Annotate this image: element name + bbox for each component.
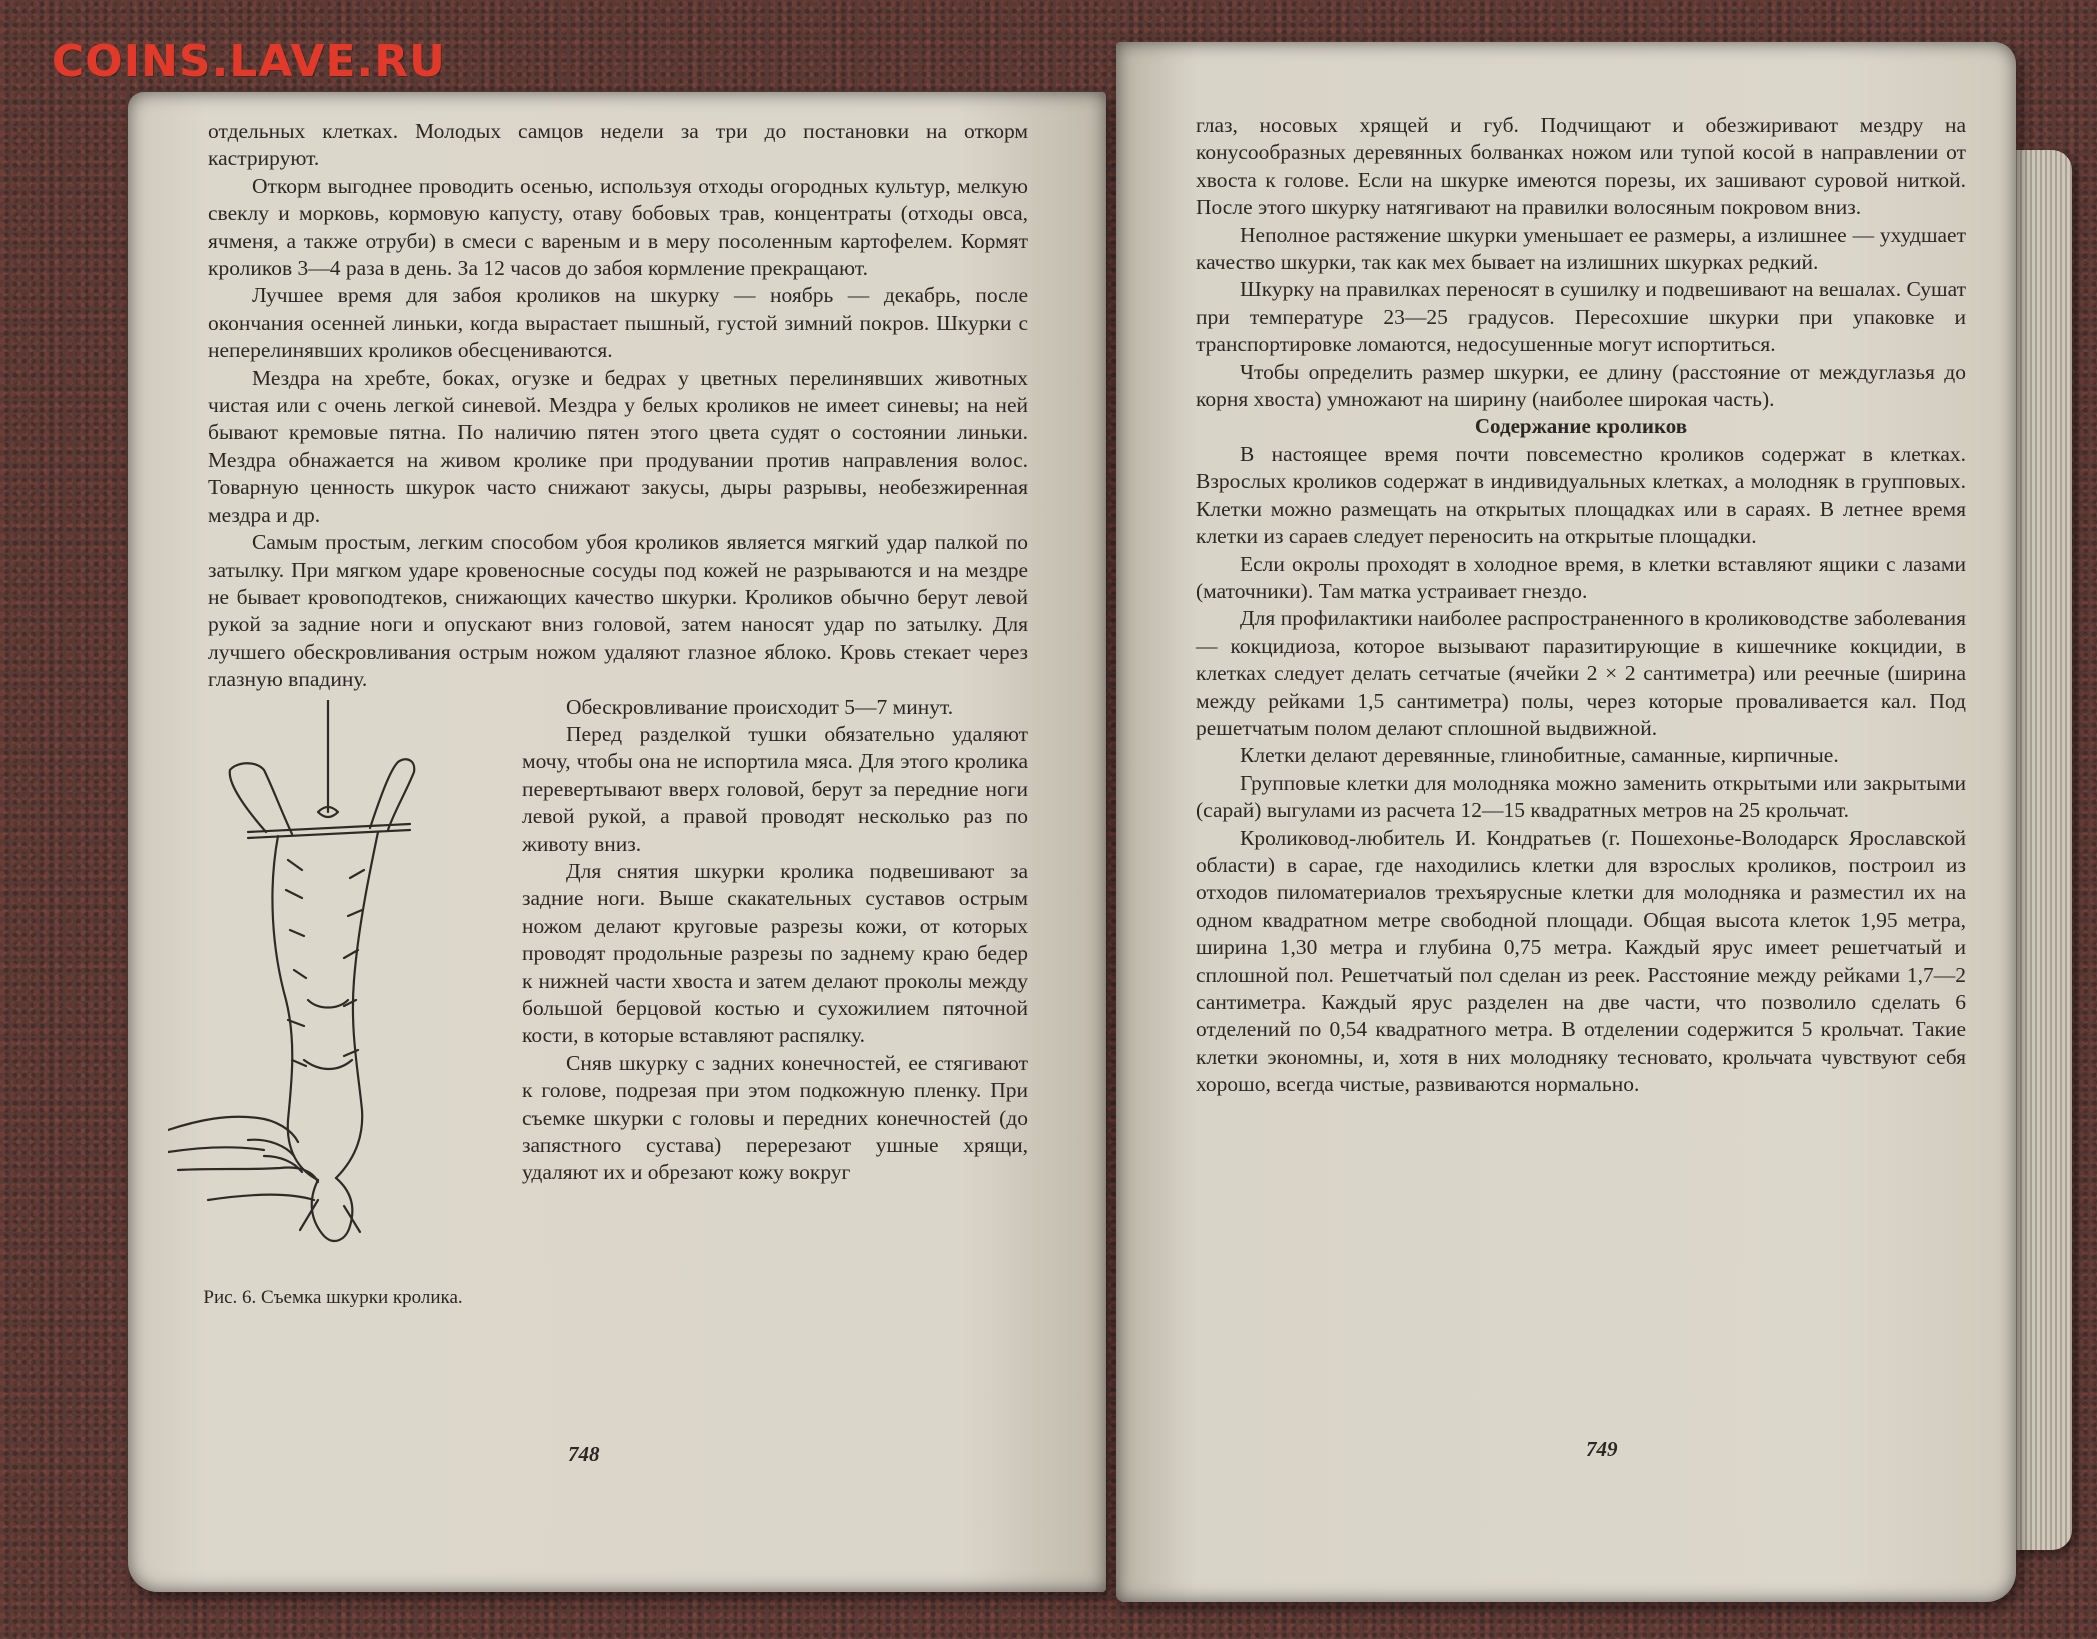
rabbit-illustration — [168, 700, 498, 1260]
left-page-text — [203, 118, 1028, 1310]
paragraph: Лучшее время для забоя кроликов на шкурку — ноябрь — декабрь, после окончания осенней линьки, когда вырастает пышный, густой зимний покров. Шкурки с неперелинявших кроликов обесцениваются. — [208, 283, 1028, 363]
paragraph: Неполное растяжение шкурки уменьшает ее размеры, а излишнее — ухудшает качество шкурки, так как мех бывает на излишних шкурках редкий. — [1196, 222, 1966, 275]
book-page-edges — [2012, 150, 2072, 1550]
page-number: 749 — [1586, 1437, 1618, 1461]
left-page — [128, 92, 1106, 1592]
site-watermark: COINS.LAVE.RU — [52, 36, 446, 87]
paragraph: глаз, носовых хрящей и губ. Подчищают и обезжиривают мездру на конусообразных деревянных болванках ножом или тупой косой в направлении от хвоста к голове. Если на шкурке имеются порезы, их зашивают суровой ниткой. После этого шкурку натягивают на правилки волосяным покровом вниз. — [1196, 113, 1966, 220]
paragraph: В настоящее время почти повсеместно кроликов содержат в клетках. Взрослых кроликов содержат в индивидуальных клетках, а молодняк в групповых. Клетки можно размещать на открытых площадках или в сараях. В летнее время клетки из сараев следует переносить на открытые площадки. — [1196, 441, 1966, 549]
section-heading: Содержание кроликов — [1474, 414, 1688, 439]
paragraph: Для профилактики наиболее распространенного в кролиководстве заболевания — кокцидиоза, которое вызывают паразитирующие в кишечнике кокцидии, в клетках следует делать сетчатые (ячейки 2 × 2 сантиметра) или реечные (ширина между рейками 1,5 сантиметра) полы, через которые проваливается кал. Под решетчатым полом делают сплошной выдвижной. — [1196, 606, 1966, 740]
paragraph: Для снятия шкурки кролика подвешивают за задние ноги. Выше скакательных суставов острым ножом делают круговые разрезы кожи, от которых проводят продольные разрезы по заднему краю бедер к нижней части хвоста и затем делают проколы между большой берцовой костью и сухожилием пяточной кости, в которые вставляют распялку. — [522, 858, 1028, 1048]
paragraph: Сняв шкурку с задних конечностей, ее стягивают к голове, подрезая при этом подкожную пленку. При съемке шкурки с головы и передних конечностей (до запястного сустава) перерезают ушные хрящи, удаляют их и обрезают кожу вокруг — [522, 1050, 1028, 1185]
paragraph: Групповые клетки для молодняка можно заменить открытыми или закрытыми (сарай) выгулами из расчета 12—15 квадратных метров на 25 крольчат. — [1196, 770, 1966, 823]
paragraph: Откорм выгоднее проводить осенью, используя отходы огородных культур, мелкую свеклу и морковь, кормовую капусту, отаву бобовых трав, концентраты (отходы овса, ячменя, а также отруби) в смеси с вареным и в меру посоленным картофелем. Кормят кроликов 3—4 раза в день. За 12 часов до забоя кормление прекращают. — [208, 173, 1028, 281]
paragraph: отдельных клетках. Молодых самцов недели за три до постановки на откорм кастрируют. — [208, 119, 1028, 171]
paragraph: Мездра на хребте, боках, огузке и бедрах у цветных перелинявших животных чистая или с очень легкой синевой. Мездра у белых кроликов не имеет синевы; на ней бывают кремовые пятна. По наличию пятен этого цвета судят о состоянии линьки. Мездра обнажается на живом кролике при продувании против направления волос. Товарную ценность шкурок часто снижают закусы, дыры разрывы, необезжиренная мездра и др. — [208, 365, 1028, 527]
right-page — [1116, 42, 2016, 1602]
figure-caption: Рис. 6. Съемка шкурки кролика. — [203, 1286, 463, 1308]
rabbit-skinning-figure — [168, 700, 498, 1310]
paragraph: Шкурку на правилках переносят в сушилку и подвешивают на вешалах. Сушат при температуре 23—25 градусов. Пересохшие шкурки при упаковке и транспортировке ломаются, недосушенные могут испортиться. — [1196, 277, 1966, 357]
paragraph: Обескровливание происходит 5—7 минут. — [566, 694, 954, 719]
right-page-text — [1196, 112, 1966, 1099]
paragraph: Чтобы определить размер шкурки, ее длину (расстояние от междуглазья до корня хвоста) умножают на ширину (наиболее широкая часть). — [1196, 359, 1966, 412]
page-number: 748 — [568, 1442, 600, 1466]
paragraph: Кроликовод-любитель И. Кондратьев (г. Пошехонье-Володарск Ярославской области) в сарае, где находились клетки для взрослых кроликов, построил из отходов пиломатериалов трехъярусные клетки для молодняка и разместил их на одном квадратном метре свободной площади. Общая высота клеток 1,95 метра, ширина 1,30 метра и глубина 0,75 метра. Каждый ярус имеет решетчатый и сплошной пол. Решетчатый пол сделан из реек. Расстояние между рейками 1,7—2 сантиметра. Каждый ярус разделен на две части, что позволило сделать 6 отделений по 0,54 квадратного метра. В отделении содержится 5 крольчат. Такие клетки экономны, и, хотя в них молодняку тесновато, крольчата чувствуют себя хорошо, всегда чистые, развиваются нормально. — [1196, 825, 1966, 1097]
paragraph: Если окролы проходят в холодное время, в клетки вставляют ящики с лазами (маточники). Там матка устраивает гнездо. — [1196, 551, 1966, 603]
paragraph: Самым простым, легким способом убоя кроликов является мягкий удар палкой по затылку. При мягком ударе кровеносные сосуды под кожей не разрываются и на мездре не бывает кровоподтеков, снижающих качество шкурки. Кроликов обычно берут левой рукой за задние ноги и опускают вниз головой, затем наносят удар по затылку. Для лучшего обескровливания острым ножом удаляют глазное яблоко. Кровь стекает через глазную впадину. — [208, 530, 1028, 692]
paragraph: Перед разделкой тушки обязательно удаляют мочу, чтобы она не испортила мяса. Для этого кролика перевертывают вверх головой, берут за передние ноги левой рукой, а правой проводят несколько раз по животу вниз. — [522, 721, 1028, 856]
paragraph: Клетки делают деревянные, глинобитные, саманные, кирпичные. — [1240, 743, 1839, 768]
